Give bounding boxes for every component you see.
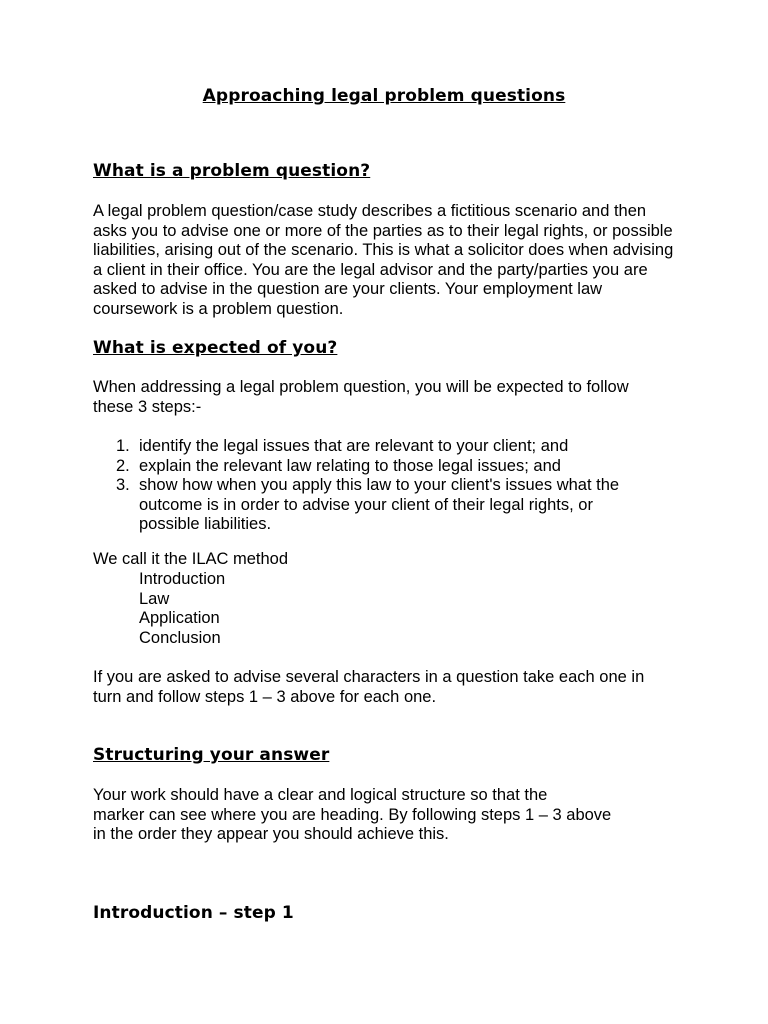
step-text: show how when you apply this law to your client's issues what the outcome is in order to advise your client of their legal rights, or possible liabilities. [139, 476, 620, 534]
step-number: 2. [116, 456, 130, 475]
step-number: 1. [116, 437, 130, 455]
list-item [93, 437, 693, 457]
ilac-intro: We call it the ILAC method [93, 550, 289, 568]
step-number: 3. [116, 476, 130, 495]
ilac-item-application: Application [139, 609, 220, 627]
structuring-line-1: Your work should have a clear and logical structure so that the [93, 786, 548, 804]
section-heading-introduction-step-1: Introduction – step 1 [93, 903, 294, 923]
steps-list [93, 437, 693, 535]
several-characters-paragraph: If you are asked to advise several characters in a question take each one in turn and follow steps 1 – 3 above for each one. [93, 668, 645, 706]
ilac-item-introduction: Introduction [139, 570, 226, 588]
problem-question-paragraph: A legal problem question/case study describes a fictitious scenario and then asks you to advise one or more of the parties as to their legal rights, or possible liabilities, arising out of the scenario. This is what a solicitor does when advising a client in their office. You are the legal advisor and the party/parties you are asked to advise in the question are your clients. Your employment law coursework is a problem question. [93, 202, 674, 318]
expected-intro-paragraph: When addressing a legal problem question, you will be expected to follow these 3 steps:- [93, 378, 629, 416]
ilac-item-law: Law [139, 590, 170, 608]
section-heading-expected: What is expected of you? [93, 338, 338, 358]
section-heading-structuring: Structuring your answer [93, 745, 330, 765]
step-text: identify the legal issues that are relevant to your client; and [139, 437, 569, 455]
document-title: Approaching legal problem questions [202, 86, 566, 106]
list-item [93, 457, 693, 477]
structuring-line-3: in the order they appear you should achieve this. [93, 825, 449, 843]
list-item [93, 476, 693, 535]
step-text: explain the relevant law relating to those legal issues; and [139, 456, 561, 475]
structuring-line-2: marker can see where you are heading. By following steps 1 – 3 above [93, 806, 612, 824]
section-heading-problem-question: What is a problem question? [93, 161, 371, 181]
ilac-item-conclusion: Conclusion [139, 629, 221, 647]
